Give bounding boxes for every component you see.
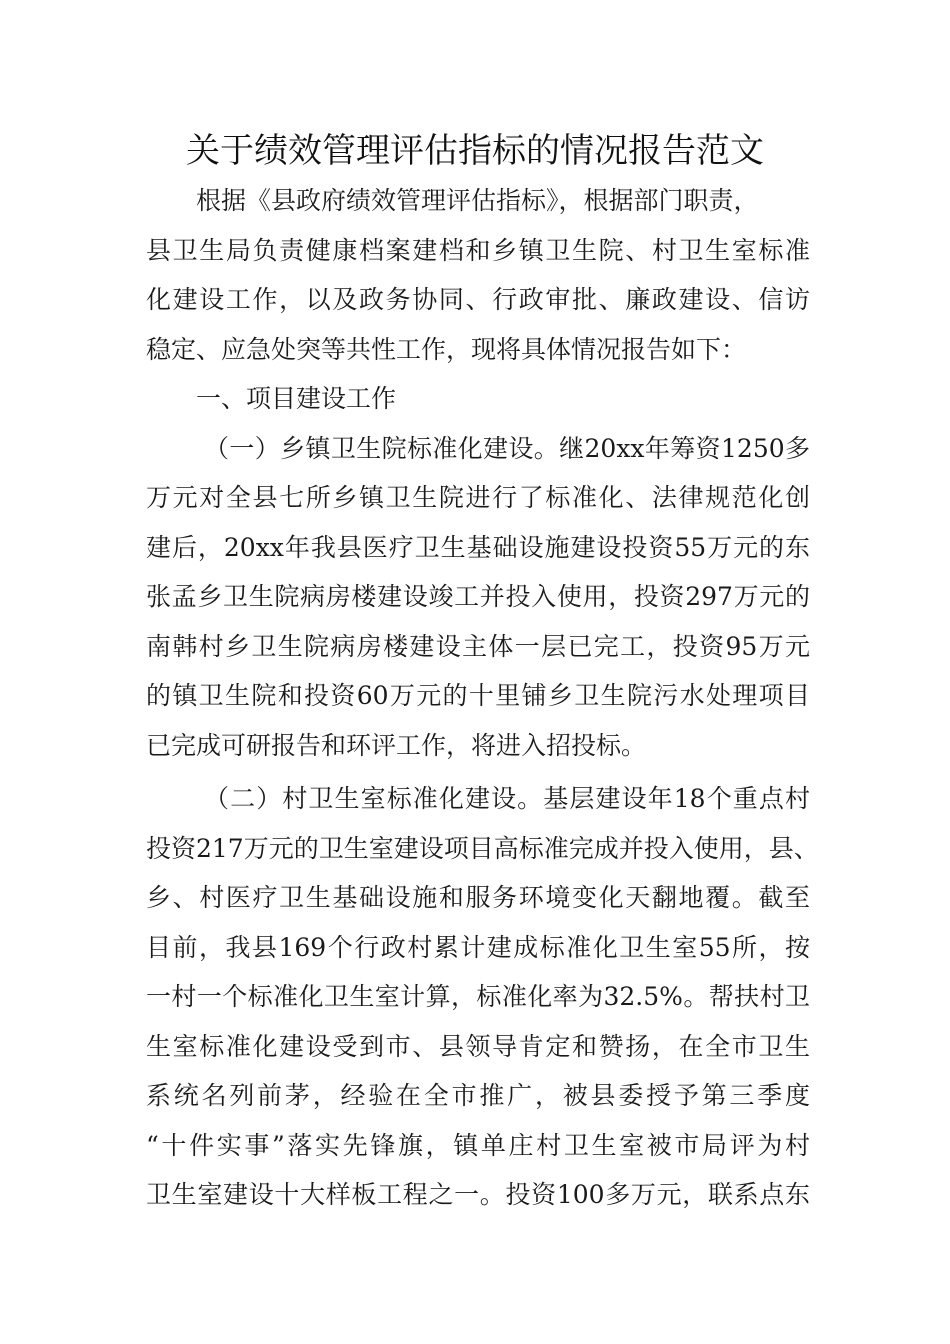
paragraph-line: 的镇卫生院和投资60万元的十里铺乡卫生院污水处理项目 <box>146 681 810 710</box>
section-heading: 一、项目建设工作 <box>196 384 397 413</box>
paragraph-line: （一）乡镇卫生院标准化建设。继20xx年筹资1250多 <box>204 433 810 463</box>
paragraph-line: 乡、村医疗卫生基础设施和服务环境变化天翻地覆。截至 <box>146 883 810 912</box>
document-body <box>146 176 819 1220</box>
paragraph-line: 目前，我县169个行政村累计建成标准化卫生室55所，按 <box>146 932 810 962</box>
paragraph-line: 张孟乡卫生院病房楼建设竣工并投入使用，投资297万元的 <box>146 582 810 611</box>
paragraph-line: 建后，20xx年我县医疗卫生基础设施建设投资55万元的东 <box>146 532 810 562</box>
document-title: 关于绩效管理评估指标的情况报告范文 <box>186 131 764 171</box>
paragraph-line: 系统名列前茅，经验在全市推广，被县委授予第三季度 <box>146 1081 810 1110</box>
paragraph-line: （二）村卫生室标准化建设。基层建设年18个重点村 <box>204 784 810 813</box>
paragraph-line: 南韩村乡卫生院病房楼建设主体一层已完工，投资95万元 <box>146 631 810 661</box>
paragraph-line: “十件实事”落实先锋旗，镇单庄村卫生室被市局评为村 <box>146 1130 810 1160</box>
paragraph-line: 生室标准化建设受到市、县领导肯定和赞扬，在全市卫生 <box>146 1031 810 1061</box>
paragraph-line: 根据《县政府绩效管理评估指标》，根据部门职责， <box>196 186 759 215</box>
paragraph-line: 化建设工作，以及政务协同、行政审批、廉政建设、信访 <box>146 285 810 314</box>
paragraph-line: 已完成可研报告和环评工作，将进入招投标。 <box>146 730 647 760</box>
paragraph-line: 万元对全县七所乡镇卫生院进行了标准化、法律规范化创 <box>146 483 810 512</box>
paragraph-line: 投资217万元的卫生室建设项目高标准完成并投入使用，县、 <box>146 833 819 863</box>
paragraph-line: 稳定、应急处突等共性工作，现将具体情况报告如下： <box>146 334 747 364</box>
paragraph-line: 卫生室建设十大样板工程之一。投资100多万元，联系点东 <box>146 1180 810 1209</box>
paragraph-line: 一村一个标准化卫生室计算，标准化率为32.5%。帮扶村卫 <box>146 982 810 1011</box>
paragraph-line: 县卫生局负责健康档案建档和乡镇卫生院、村卫生室标准 <box>146 235 810 265</box>
